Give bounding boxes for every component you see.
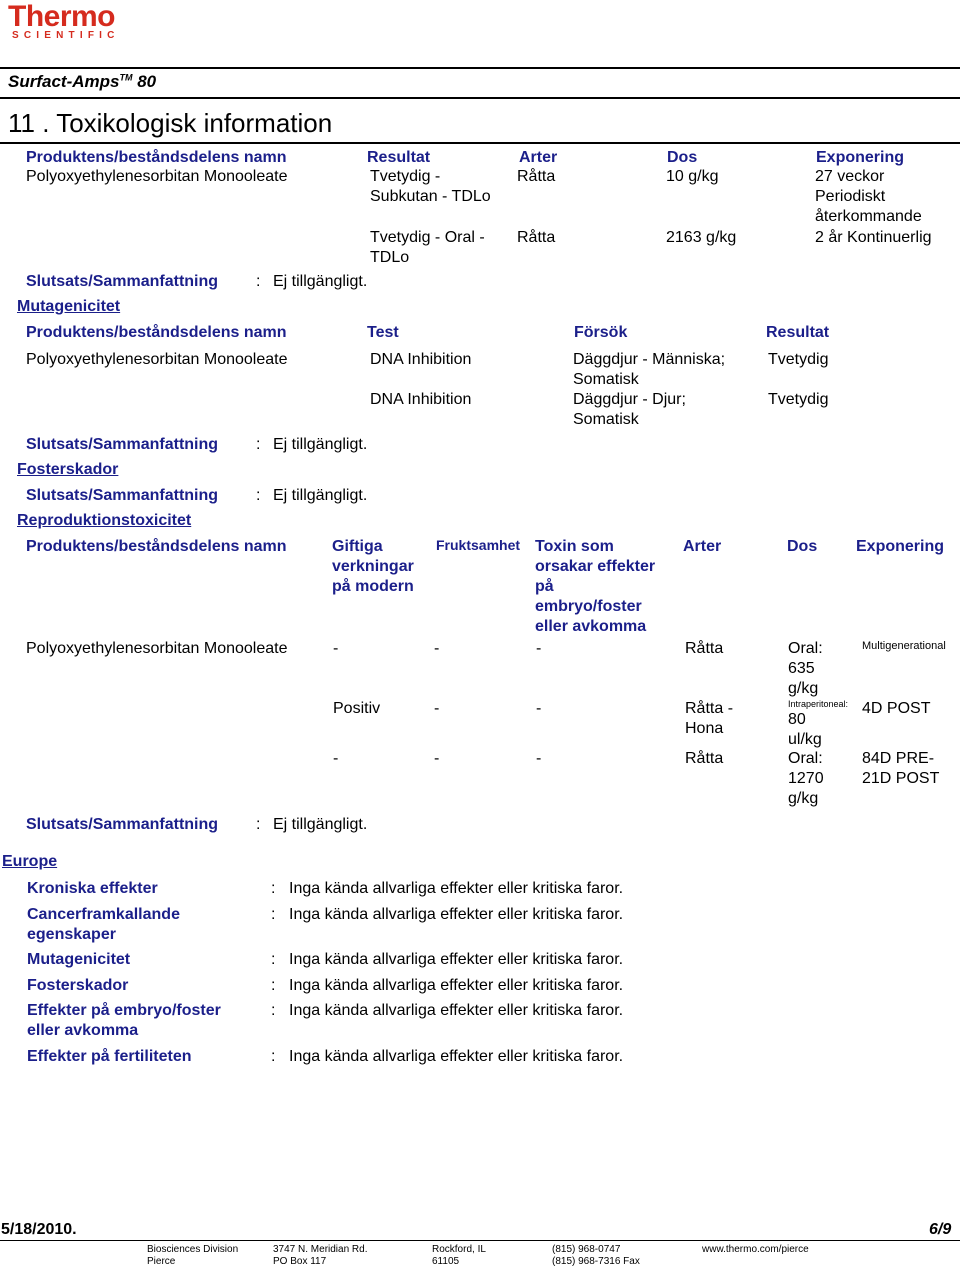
repro-row2-toxic: Positiv [333,700,381,717]
repro-row2-dose-route: Intraperitoneal: [788,699,849,709]
fetal-title: Fosterskador [17,461,119,478]
acute-row2-result: Tvetydig - Oral - TDLo [370,229,485,266]
product-name: Surfact-Amps™ 80 [8,72,157,91]
acute-header-name: Produktens/beståndsdelens namn [26,149,287,166]
mut-header-name: Produktens/beståndsdelens namn [26,324,287,341]
europe-label-carcinogenic: Cancerframkallande egenskaper [27,906,180,943]
europe-label-embryo: Effekter på embryo/foster eller avkomma [27,1002,221,1039]
mut-conclusion-colon: : [256,436,261,453]
repro-conclusion-value: Ej tillgängligt. [273,816,368,833]
footer-address: 3747 N. Meridian Rd. PO Box 117 [273,1244,368,1267]
footer-division: Biosciences Division Pierce [147,1244,239,1267]
footer-phone: (815) 968-0747 (815) 968-7316 Fax [552,1244,640,1267]
mut-row2-result: Tvetydig [768,391,829,408]
acute-row1-result: Tvetydig - Subkutan - TDLo [370,168,491,205]
europe-colon-5: : [271,1002,276,1019]
repro-header-name: Produktens/beståndsdelens namn [26,538,287,555]
acute-row1-species: Råtta [517,168,556,185]
acute-row2-dose: 2163 g/kg [666,229,737,246]
acute-row2-species: Råtta [517,229,556,246]
europe-colon-4: : [271,977,276,994]
acute-substance: Polyoxyethylenesorbitan Monooleate [26,168,288,185]
repro-header-exposure: Exponering [856,538,945,555]
section-title: 11 . Toxikologisk information [8,108,333,138]
acute-header-dose: Dos [667,149,698,166]
repro-row1-embryo: - [536,640,542,657]
europe-value-fertility: Inga kända allvarliga effekter eller kritiska faror. [289,1048,624,1065]
acute-header-result: Resultat [367,149,431,166]
mut-conclusion-label: Slutsats/Sammanfattning [26,436,219,453]
top-rule [0,67,960,69]
europe-label-chronic: Kroniska effekter [27,880,158,897]
footer-date: 5/18/2010. [1,1221,77,1238]
mut-header-test: Test [367,324,399,341]
europe-colon-6: : [271,1048,276,1065]
repro-conclusion-colon: : [256,816,261,833]
europe-value-fetal: Inga kända allvarliga effekter eller kritiska faror. [289,977,624,994]
footer-rule [0,1240,960,1241]
repro-row1-species: Råtta [685,640,724,657]
footer-city: Rockford, IL 61105 [432,1244,486,1267]
repro-header-embryo: Toxin som orsakar effekter på embryo/foster eller avkomma [535,538,656,635]
repro-row3-exposure: 84D PRE- 21D POST [862,750,940,787]
repro-substance: Polyoxyethylenesorbitan Monooleate [26,640,288,657]
repro-row3-toxic: - [333,750,339,767]
europe-colon-2: : [271,906,276,923]
mut-header-result: Resultat [766,324,830,341]
repro-row2-fertility: - [434,700,440,717]
europe-title: Europe [2,853,58,870]
repro-header-species: Arter [683,538,722,555]
repro-conclusion-label: Slutsats/Sammanfattning [26,816,219,833]
repro-row1-exposure: Multigenerational [862,640,946,652]
rule-below-section [0,142,960,144]
europe-value-carcinogenic: Inga kända allvarliga effekter eller kritiska faror. [289,906,624,923]
mut-row1-result: Tvetydig [768,351,829,368]
fetal-conclusion-value: Ej tillgängligt. [273,487,368,504]
repro-row3-embryo: - [536,750,542,767]
repro-row2-embryo: - [536,700,542,717]
mut-header-trial: Försök [574,324,628,341]
mut-conclusion-value: Ej tillgängligt. [273,436,368,453]
repro-row3-species: Råtta [685,750,724,767]
footer-website: www.thermo.com/pierce [702,1244,809,1255]
repro-row1-toxic: - [333,640,339,657]
europe-value-mutagenic: Inga kända allvarliga effekter eller kritiska faror. [289,951,624,968]
repro-row3-fertility: - [434,750,440,767]
acute-row2-exposure: 2 år Kontinuerlig [815,229,932,246]
acute-header-species: Arter [519,149,558,166]
mut-row2-test: DNA Inhibition [370,391,472,408]
repro-row2-exposure: 4D POST [862,700,931,717]
fetal-conclusion-colon: : [256,487,261,504]
rule-above-section [0,97,960,99]
thermo-logo: Thermo [8,0,116,33]
repro-row3-dose: Oral: 1270 g/kg [788,750,824,807]
repro-title: Reproduktionstoxicitet [17,512,192,529]
acute-row1-dose: 10 g/kg [666,168,719,185]
repro-row1-fertility: - [434,640,440,657]
footer-page-number: 6/9 [929,1221,952,1238]
repro-row2-dose: 80 ul/kg [788,711,822,748]
acute-conclusion-colon: : [256,273,261,290]
repro-row2-species: Råtta - Hona [685,700,734,737]
fetal-conclusion-label: Slutsats/Sammanfattning [26,487,219,504]
acute-header-exposure: Exponering [816,149,905,166]
repro-header-fertility: Fruktsamhet [436,537,521,553]
acute-row1-exposure: 27 veckor Periodiskt återkommande [815,168,922,225]
europe-label-fetal: Fosterskador [27,977,129,994]
europe-label-mutagenic: Mutagenicitet [27,951,131,968]
mutagenicity-title: Mutagenicitet [17,298,121,315]
acute-conclusion-value: Ej tillgängligt. [273,273,368,290]
repro-header-dose: Dos [787,538,818,555]
mut-substance: Polyoxyethylenesorbitan Monooleate [26,351,288,368]
acute-conclusion-label: Slutsats/Sammanfattning [26,273,219,290]
repro-header-toxic: Giftiga verkningar på modern [332,538,414,595]
mut-row1-trial: Däggdjur - Människa; Somatisk [573,351,726,388]
repro-row1-dose: Oral: 635 g/kg [788,640,823,697]
mut-row1-test: DNA Inhibition [370,351,472,368]
mut-row2-trial: Däggdjur - Djur; Somatisk [573,391,686,428]
europe-label-fertility: Effekter på fertiliteten [27,1048,192,1065]
europe-colon-3: : [271,951,276,968]
europe-value-chronic: Inga kända allvarliga effekter eller kritiska faror. [289,880,624,897]
europe-value-embryo: Inga kända allvarliga effekter eller kritiska faror. [289,1002,624,1019]
europe-colon-1: : [271,880,276,897]
scientific-logo-text: SCIENTIFIC [12,30,120,41]
